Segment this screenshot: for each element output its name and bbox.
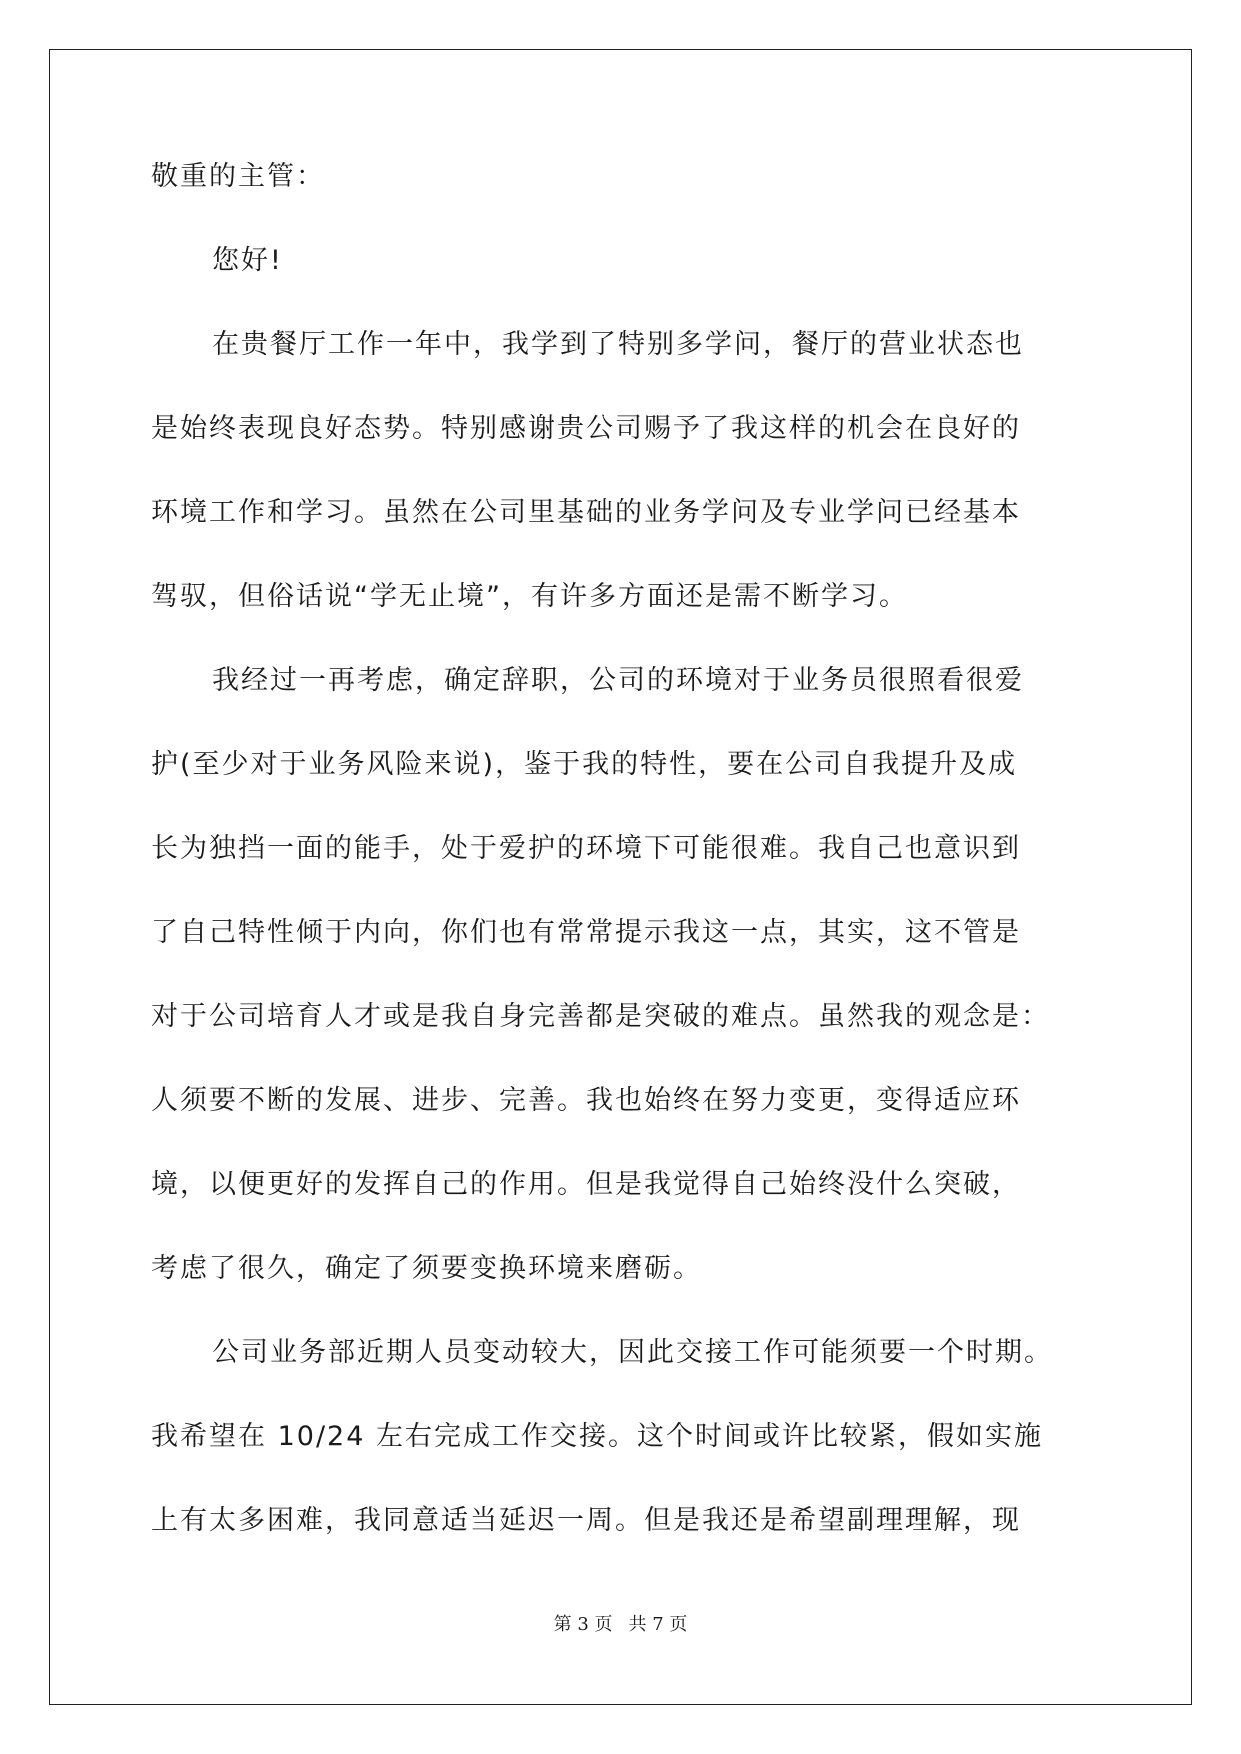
paragraph-line: 公司业务部近期人员变动较大，因此交接工作可能须要一个时期。 [212, 1337, 1053, 1368]
paragraph-line: 上有太多困难，我同意适当延迟一周。但是我还是希望副理理解，现 [151, 1505, 1021, 1536]
paragraph-line: 长为独挡一面的能手，处于爱护的环境下可能很难。我自己也意识到 [151, 833, 1021, 864]
paragraph-line: 环境工作和学习。虽然在公司里基础的业务学问及专业学问已经基本 [151, 497, 1021, 528]
page-border [49, 49, 1192, 1705]
paragraph-line: 护(至少对于业务风险来说)，鉴于我的特性，要在公司自我提升及成 [151, 749, 1018, 780]
paragraph-line: 在贵餐厅工作一年中，我学到了特别多学问，餐厅的营业状态也 [212, 329, 1024, 360]
paragraph-line: 人须要不断的发展、进步、完善。我也始终在努力变更，变得适应环 [151, 1085, 1021, 1116]
paragraph-line: 对于公司培育人才或是我自身完善都是突破的难点。虽然我的观念是： [151, 1001, 1050, 1032]
paragraph-line: 考虑了很久，确定了须要变换环境来磨砺。 [151, 1253, 702, 1284]
paragraph-line: 我经过一再考虑，确定辞职，公司的环境对于业务员很照看很爱 [212, 665, 1024, 696]
paragraph-line: 了自己特性倾于内向，你们也有常常提示我这一点，其实，这不管是 [151, 917, 1021, 948]
salutation-line: 敬重的主管： [151, 161, 325, 192]
paragraph-line: 驾驭，但俗话说“学无止境”，有许多方面还是需不断学习。 [151, 581, 908, 612]
page-footer [0, 1614, 1241, 1636]
page-total: 共 7 页 [628, 1614, 688, 1635]
paragraph-line: 是始终表现良好态势。特别感谢贵公司赐予了我这样的机会在良好的 [151, 413, 1021, 444]
paragraph-line: 境，以便更好的发挥自己的作用。但是我觉得自己始终没什么突破， [151, 1169, 1021, 1200]
paragraph-line: 我希望在 10/24 左右完成工作交接。这个时间或许比较紧，假如实施 [151, 1421, 1043, 1452]
greeting-line: 您好! [212, 245, 283, 276]
page-number: 第 3 页 [553, 1614, 613, 1635]
